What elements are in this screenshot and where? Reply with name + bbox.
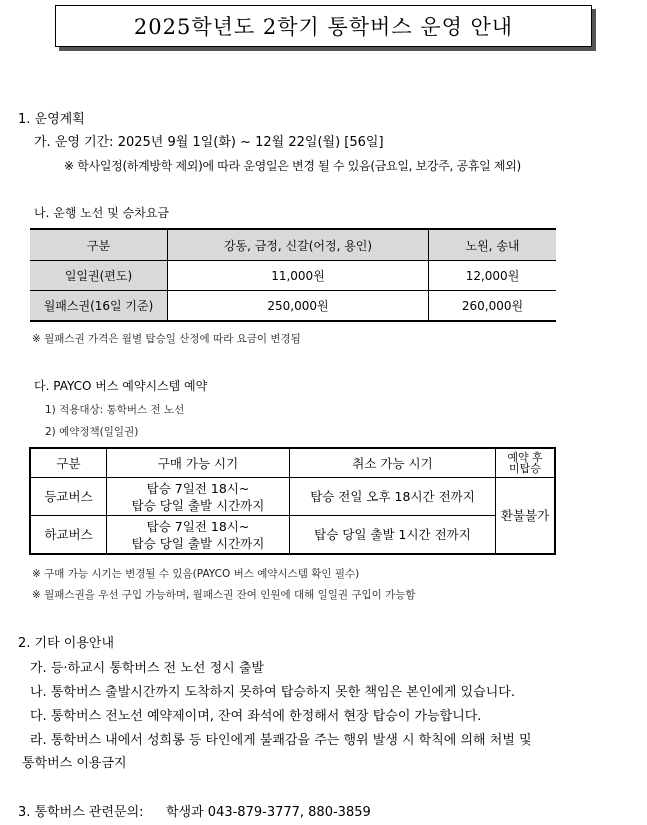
res-header-cancel: 취소 가능 시기 [290, 448, 496, 478]
guide-item-4-continued: 통학버스 이용금지 [22, 756, 127, 771]
res-row-cancel: 탑승 당일 출발 1시간 전까지 [290, 516, 496, 555]
guide-item-3: 다. 통학버스 전노선 예약제이며, 잔여 좌석에 한정해서 현장 탑승이 가능합니다. [30, 709, 482, 724]
fare-table-header [30, 229, 556, 261]
guide-item-1: 가. 등·하교시 통학버스 전 노선 정시 출발 [30, 661, 264, 676]
contact-info: 학생과 043-879-3777, 880-3859 [166, 805, 371, 820]
section-3-heading: 3. 통학버스 관련문의: [18, 805, 144, 820]
table-row [30, 291, 556, 322]
payco-heading: 다. PAYCO 버스 예약시스템 예약 [34, 379, 208, 393]
payco-target: 1) 적용대상: 통학버스 전 노선 [45, 404, 185, 416]
fare-cell: 11,000원 [168, 261, 429, 291]
fare-row-label: 월패스권(16일 기준) [30, 291, 168, 322]
res-header-type: 구분 [30, 448, 107, 478]
guide-item-4: 라. 통학버스 내에서 성희롱 등 타인에게 불쾌감을 주는 행위 발생 시 학칙에 의해 처벌 및 [30, 733, 532, 748]
res-buy-end: 탑승 당일 출발 시간까지 [131, 535, 265, 551]
res-header-no-show-line2: 미탑승 [509, 462, 541, 475]
fare-row-label: 일일권(편도) [30, 261, 168, 291]
table-row [30, 261, 556, 291]
fare-cell: 260,000원 [429, 291, 557, 322]
res-buy-end: 탑승 당일 출발 시간까지 [131, 497, 265, 513]
page-title: 2025학년도 2학기 통학버스 운영 안내 [55, 5, 592, 47]
fare-header-route-a: 강동, 금정, 신갈(어정, 용인) [168, 229, 429, 261]
res-row-type: 등교버스 [30, 478, 107, 516]
res-row-buy [107, 516, 290, 555]
fare-header-type: 구분 [30, 229, 168, 261]
operation-period: 가. 운영 기간: 2025년 9월 1일(화) ~ 12월 22일(월) [56일] [34, 135, 384, 150]
route-heading: 나. 운행 노선 및 승차요금 [34, 206, 169, 220]
fare-cell: 250,000원 [168, 291, 429, 322]
section-2-heading: 2. 기타 이용안내 [18, 636, 115, 651]
table-row [30, 478, 555, 516]
reservation-table [29, 447, 556, 555]
period-note: ※ 학사일정(하계방학 제외)에 따라 운영일은 변경 될 수 있음(금요일, 보강주, 공휴일 제외) [64, 159, 521, 173]
res-row-cancel: 탑승 전일 오후 18시간 전까지 [290, 478, 496, 516]
fare-header-route-b: 노원, 송내 [429, 229, 557, 261]
fare-table [30, 228, 556, 322]
guide-item-2: 나. 통학버스 출발시간까지 도착하지 못하여 탑승하지 못한 책임은 본인에게 있습니다. [30, 685, 515, 700]
res-header-no-show [496, 448, 556, 478]
res-buy-start: 탑승 7일전 18시~ [146, 518, 250, 534]
reservation-table-header [30, 448, 555, 478]
res-buy-start: 탑승 7일전 18시~ [146, 480, 250, 496]
no-refund-cell: 환불불가 [496, 478, 556, 555]
fare-note: ※ 월패스권 가격은 월별 탑승일 산정에 따라 요금이 변경됨 [32, 333, 301, 345]
section-1-heading: 1. 운영계획 [18, 112, 85, 127]
reservation-note-2: ※ 월패스권을 우선 구입 가능하며, 월패스권 잔여 인원에 대해 일일권 구입이 가능함 [32, 589, 416, 601]
res-header-buy: 구매 가능 시기 [107, 448, 290, 478]
fare-cell: 12,000원 [429, 261, 557, 291]
reservation-note-1: ※ 구매 가능 시기는 변경될 수 있음(PAYCO 버스 예약시스템 확인 필수) [32, 568, 360, 580]
res-row-buy [107, 478, 290, 516]
res-row-type: 하교버스 [30, 516, 107, 555]
res-header-no-show-line1: 예약 후 [507, 451, 543, 464]
payco-policy: 2) 예약정책(일일권) [45, 426, 139, 438]
table-row [30, 516, 555, 555]
